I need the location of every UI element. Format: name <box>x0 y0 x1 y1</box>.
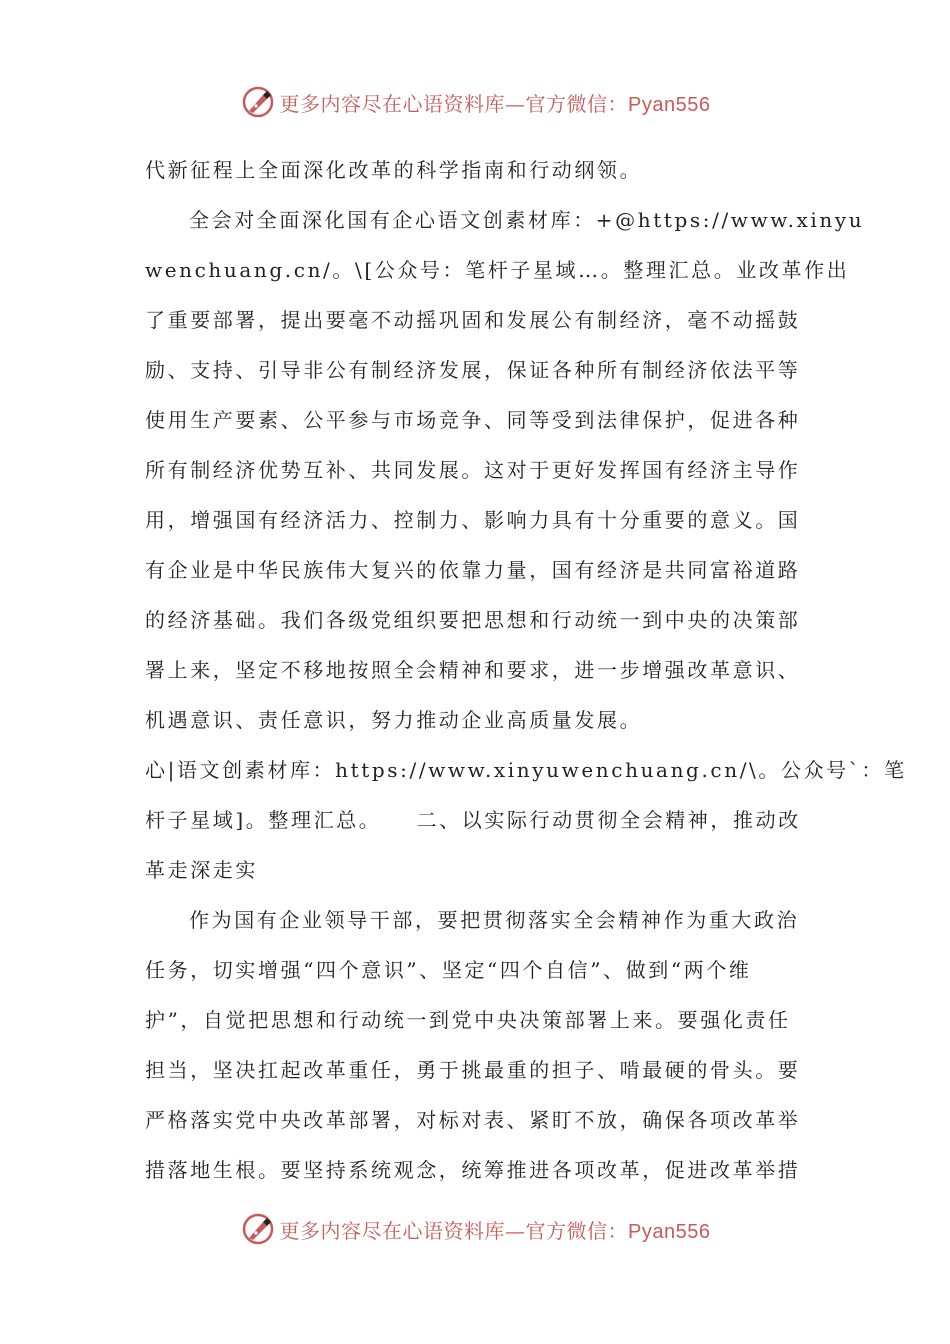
body-line: 措落地生根。要坚持系统观念，统筹推进各项改革，促进改革举措 <box>145 1158 801 1182</box>
body-line: 代新征程上全面深化改革的科学指南和行动纲领。 <box>145 158 643 182</box>
body-line: 作为国有企业领导干部，要把贯彻落实全会精神作为重大政治 <box>189 908 800 932</box>
footer-banner-label: 更多内容尽在心语资料库—官方微信： <box>279 1218 629 1243</box>
header-banner-text <box>280 88 711 117</box>
body-line: 机遇意识、责任意识，努力推动企业高质量发展。 <box>145 708 643 732</box>
header-banner-label: 更多内容尽在心语资料库—官方微信： <box>279 91 629 116</box>
pen-nib-logo-icon <box>240 84 276 120</box>
body-line: 使用生产要素、公平参与市场竞争、同等受到法律保护，促进各种 <box>145 408 801 432</box>
body-line: 心|语文创素材库：https://www.xinyuwenchuang.cn/\。公众号`：笔 <box>145 758 907 782</box>
body-line: 了重要部署，提出要毫不动摇巩固和发展公有制经济，毫不动摇鼓 <box>145 308 801 332</box>
footer-banner <box>0 1207 950 1251</box>
header-banner <box>0 80 950 124</box>
body-line: 用，增强国有经济活力、控制力、影响力具有十分重要的意义。国 <box>145 508 801 532</box>
body-line: 有企业是中华民族伟大复兴的依靠力量，国有经济是共同富裕道路 <box>145 558 801 582</box>
body-line: 严格落实党中央改革部署，对标对表、紧盯不放，确保各项改革举 <box>145 1108 801 1132</box>
body-line: 全会对全面深化国有企心语文创素材库：+@https://www.xinyu <box>189 208 865 232</box>
body-line: 担当，坚决扛起改革重任，勇于挑最重的担子、啃最硬的骨头。要 <box>145 1058 801 1082</box>
pen-nib-logo-icon <box>240 1211 276 1247</box>
body-line: wenchuang.cn/。\[公众号：笔杆子星域…。整理汇总。业改革作出 <box>145 258 850 282</box>
body-line: 的经济基础。我们各级党组织要把思想和行动统一到中央的决策部 <box>145 608 801 632</box>
header-wechat-id: Pyan556 <box>628 93 711 116</box>
body-line: 励、支持、引导非公有制经济发展，保证各种所有制经济依法平等 <box>145 358 801 382</box>
body-line: 杆子星域]。整理汇总。 二、以实际行动贯彻全会精神，推动改 <box>145 808 801 832</box>
body-line: 护”，自觉把思想和行动统一到党中央决策部署上来。要强化责任 <box>145 1008 791 1032</box>
footer-banner-text <box>280 1215 711 1244</box>
document-body <box>145 145 907 1195</box>
body-line: 署上来，坚定不移地按照全会精神和要求，进一步增强改革意识、 <box>145 658 801 682</box>
body-line: 所有制经济优势互补、共同发展。这对于更好发挥国有经济主导作 <box>145 458 801 482</box>
body-line: 革走深走实 <box>145 858 258 882</box>
footer-wechat-id: Pyan556 <box>628 1220 711 1243</box>
body-line: 任务，切实增强“四个意识”、坚定“四个自信”、做到“两个维 <box>145 958 752 982</box>
